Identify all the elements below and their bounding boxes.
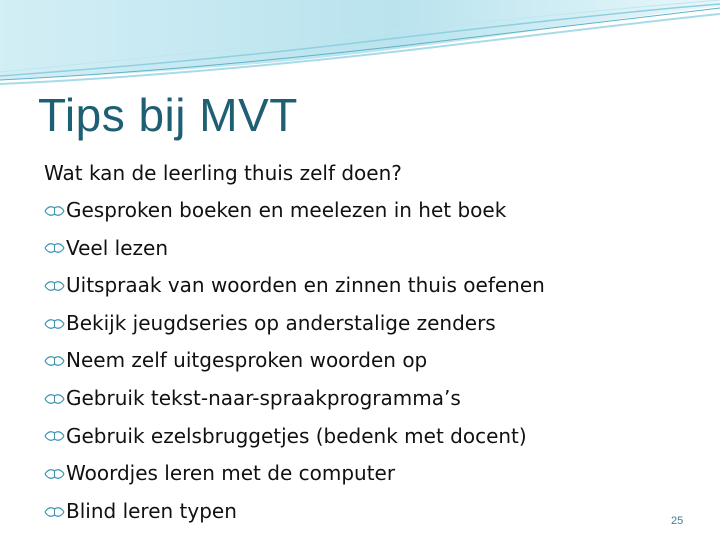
bullet-item [44,230,684,268]
bullet-text: Gebruik tekst-naar-spraakprogramma’s [66,385,461,410]
slide-number: 25 [671,515,684,527]
decorative-wave-banner [0,0,720,90]
page-flip-icon [44,279,65,293]
page-flip-icon [44,317,65,331]
bullet-item [44,342,684,380]
bullet-text: Neem zelf uitgesproken woorden op [66,348,428,373]
bullet-item [44,493,684,531]
page-flip-icon [44,204,65,218]
bullet-list [44,192,684,530]
page-flip-icon [44,392,65,406]
bullet-text: Woordjes leren met de computer [66,461,396,486]
page-flip-icon [44,354,65,368]
bullet-item [44,455,684,493]
page-flip-icon [44,241,65,255]
bullet-item [44,192,684,230]
page-flip-icon [44,429,65,443]
bullet-item [44,305,684,343]
bullet-text: Veel lezen [66,235,168,260]
page-flip-icon [44,467,65,481]
bullet-text: Gebruik ezelsbruggetjes (bedenk met docent) [66,423,527,448]
bullet-text: Blind leren typen [66,498,237,523]
bullet-text: Bekijk jeugdseries op anderstalige zenders [66,310,496,335]
bullet-item [44,267,684,305]
bullet-item [44,418,684,456]
bullet-text: Uitspraak van woorden en zinnen thuis oefenen [66,273,545,298]
slide-title: Tips bij MVT [38,89,298,141]
slide-body [44,155,684,530]
slide-subtitle: Wat kan de leerling thuis zelf doen? [44,161,402,185]
bullet-text: Gesproken boeken en meelezen in het boek [66,198,507,222]
page-flip-icon [44,505,65,519]
bullet-item [44,380,684,418]
